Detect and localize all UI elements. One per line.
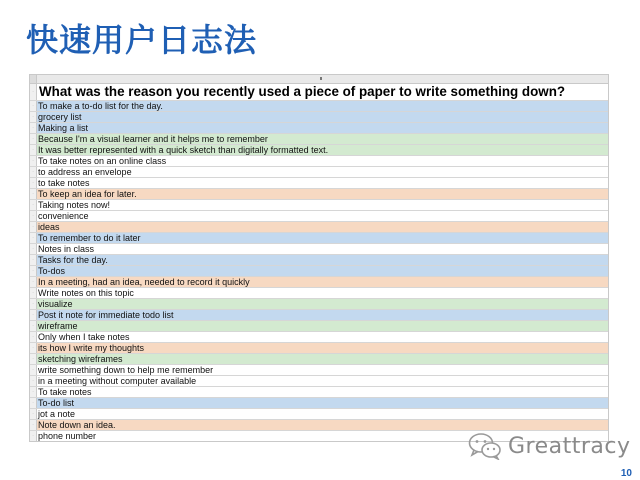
response-cell: It was better represented with a quick sketch than digitally formatted text. — [38, 145, 329, 155]
brand-watermark — [468, 432, 631, 460]
row-number: · — [30, 222, 37, 232]
response-row — [30, 387, 608, 398]
row-number: · — [30, 420, 37, 430]
response-row — [30, 354, 608, 365]
response-cell: visualize — [38, 299, 73, 309]
response-cell: To remember to do it later — [38, 233, 141, 243]
row-number: · — [30, 255, 37, 265]
page-number: 10 — [620, 468, 632, 479]
response-cell: to address an envelope — [38, 167, 132, 177]
row-number: · — [30, 178, 37, 188]
response-cell: To-dos — [38, 266, 66, 276]
row-number: · — [30, 354, 37, 364]
column-resize-marker — [320, 77, 322, 80]
row-number: · — [30, 84, 37, 100]
response-cell: convenience — [38, 211, 89, 221]
row-number: · — [30, 321, 37, 331]
response-row — [30, 222, 608, 233]
response-cell: Because I'm a visual learner and it helps me to remember — [38, 134, 268, 144]
row-number: · — [30, 200, 37, 210]
response-row — [30, 376, 608, 387]
response-row — [30, 409, 608, 420]
response-cell: to take notes — [38, 178, 90, 188]
response-cell: Tasks for the day. — [38, 255, 108, 265]
response-row — [30, 343, 608, 354]
row-number: · — [30, 233, 37, 243]
spreadsheet-screenshot — [29, 74, 609, 442]
row-number: · — [30, 211, 37, 221]
select-all-corner — [30, 75, 37, 83]
question-row — [30, 84, 608, 101]
response-cell: grocery list — [38, 112, 82, 122]
response-row — [30, 178, 608, 189]
response-row — [30, 123, 608, 134]
response-cell: To keep an idea for later. — [38, 189, 137, 199]
column-header — [30, 75, 608, 84]
response-row — [30, 156, 608, 167]
response-cell: wireframe — [38, 321, 78, 331]
row-number: · — [30, 101, 37, 111]
brand-name: Greattracy — [508, 433, 631, 459]
response-row — [30, 200, 608, 211]
row-number: · — [30, 145, 37, 155]
response-row — [30, 211, 608, 222]
response-cell: in a meeting without computer available — [38, 376, 197, 386]
row-number: · — [30, 266, 37, 276]
response-row — [30, 398, 608, 409]
response-cell: Making a list — [38, 123, 89, 133]
response-cell: To make a to-do list for the day. — [38, 101, 163, 111]
wechat-icon — [468, 432, 502, 460]
response-cell: ideas — [38, 222, 60, 232]
response-cell: To take notes — [38, 387, 92, 397]
response-row — [30, 420, 608, 431]
response-row — [30, 244, 608, 255]
response-row — [30, 145, 608, 156]
response-row — [30, 321, 608, 332]
row-number: · — [30, 365, 37, 375]
response-cell: Taking notes now! — [38, 200, 111, 210]
row-number: · — [30, 332, 37, 342]
response-cell: To-do list — [38, 398, 75, 408]
response-row — [30, 310, 608, 321]
response-row — [30, 255, 608, 266]
row-number: · — [30, 299, 37, 309]
row-number: · — [30, 244, 37, 254]
row-number: · — [30, 376, 37, 386]
response-cell: sketching wireframes — [38, 354, 123, 364]
response-row — [30, 332, 608, 343]
row-number: · — [30, 167, 37, 177]
response-row — [30, 288, 608, 299]
response-cell: Write notes on this topic — [38, 288, 134, 298]
row-number: · — [30, 189, 37, 199]
row-number: · — [30, 431, 37, 441]
response-row — [30, 112, 608, 123]
row-number: · — [30, 112, 37, 122]
row-number: · — [30, 310, 37, 320]
response-cell: phone number — [38, 431, 97, 441]
response-cell: Notes in class — [38, 244, 95, 254]
response-row — [30, 167, 608, 178]
row-number: · — [30, 123, 37, 133]
response-row — [30, 189, 608, 200]
response-cell: its how I write my thoughts — [38, 343, 145, 353]
response-cell: Post it note for immediate todo list — [38, 310, 174, 320]
question-cell: What was the reason you recently used a piece of paper to write something down? — [39, 84, 566, 99]
slide-title: 快速用户日志法 — [26, 21, 258, 59]
row-number: · — [30, 134, 37, 144]
response-row — [30, 266, 608, 277]
response-cell: write something down to help me remember — [38, 365, 214, 375]
row-number: · — [30, 288, 37, 298]
row-number: · — [30, 387, 37, 397]
response-row — [30, 134, 608, 145]
response-cell: Note down an idea. — [38, 420, 116, 430]
row-number: · — [30, 398, 37, 408]
row-number: · — [30, 156, 37, 166]
response-row — [30, 277, 608, 288]
response-cell: jot a note — [38, 409, 76, 419]
response-row — [30, 299, 608, 310]
response-row — [30, 101, 608, 112]
response-rows — [30, 101, 608, 442]
response-cell: In a meeting, had an idea, needed to record it quickly — [38, 277, 250, 287]
row-number: · — [30, 277, 37, 287]
response-row — [30, 365, 608, 376]
row-number: · — [30, 343, 37, 353]
response-cell: To take notes on an online class — [38, 156, 167, 166]
response-row — [30, 233, 608, 244]
row-number: · — [30, 409, 37, 419]
response-cell: Only when I take notes — [38, 332, 130, 342]
